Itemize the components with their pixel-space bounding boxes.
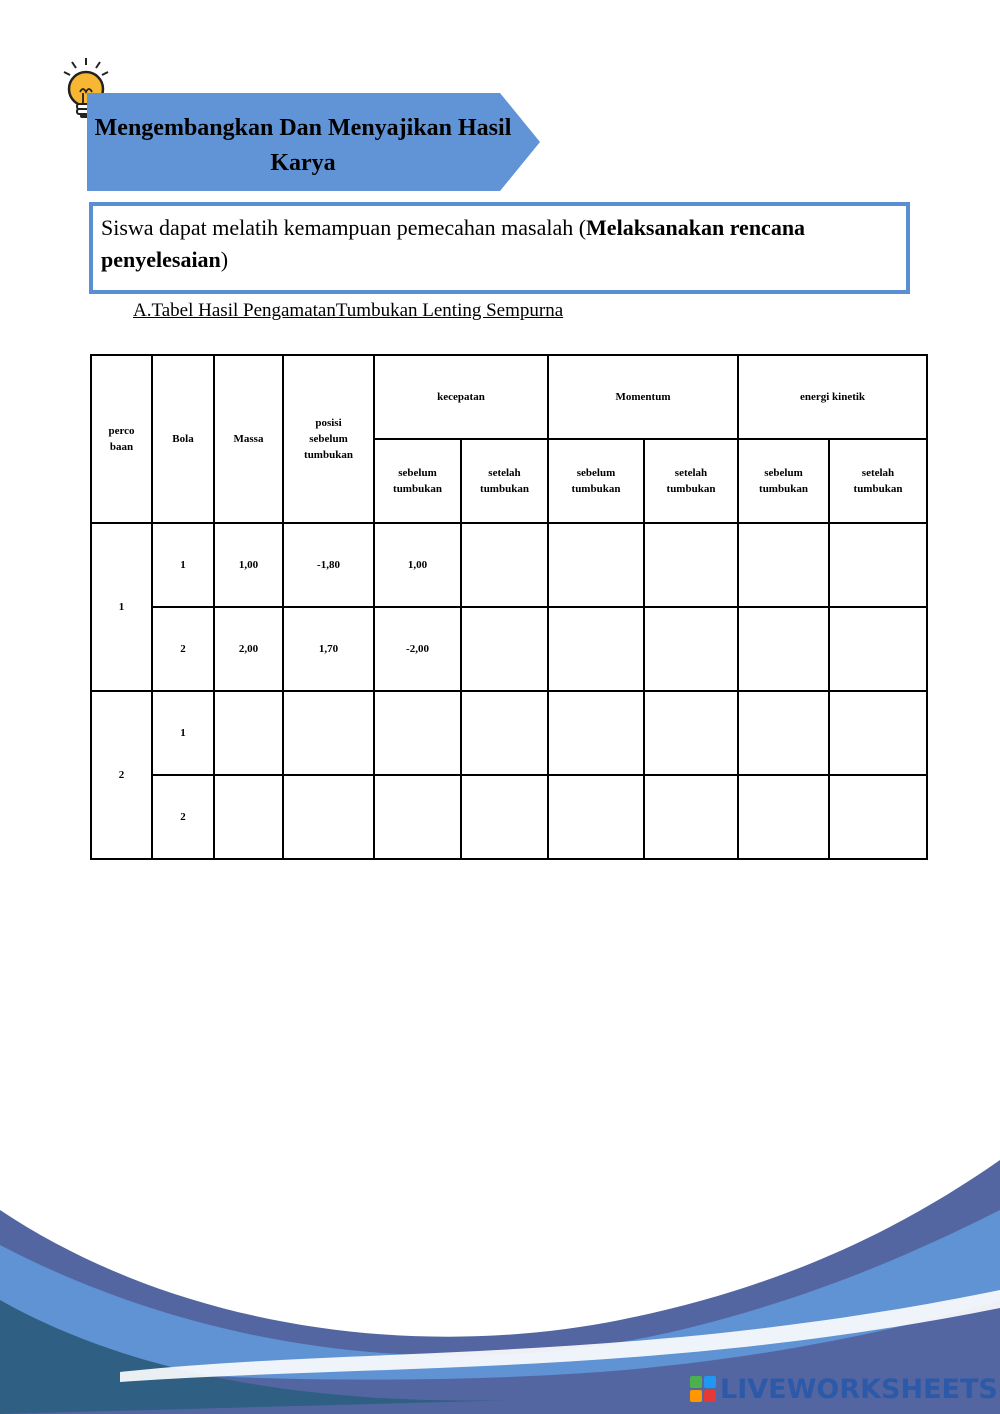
answer-cell-massa[interactable] <box>214 775 283 859</box>
answer-cell-energi-setelah[interactable] <box>829 691 927 775</box>
header-energi-sebelum: sebelum tumbukan <box>738 439 829 523</box>
page-title-line1: Mengembangkan Dan Menyajikan Hasil <box>94 115 512 141</box>
cell-bola: 1 <box>152 691 214 775</box>
cell-bola: 2 <box>152 775 214 859</box>
answer-cell-posisi[interactable] <box>283 775 374 859</box>
header-kecepatan-sebelum: sebelum tumbukan <box>374 439 461 523</box>
goal-text-prefix: Siswa dapat melatih kemampuan pemecahan masalah ( <box>101 215 587 240</box>
header-kecepatan-setelah: setelah tumbukan <box>461 439 548 523</box>
cell-percobaan: 2 <box>91 691 152 859</box>
header-momentum: Momentum <box>548 355 738 439</box>
header-posisi: posisi sebelum tumbukan <box>283 355 374 523</box>
answer-cell-energi-setelah[interactable] <box>829 775 927 859</box>
answer-cell-massa[interactable] <box>214 691 283 775</box>
answer-cell-energi-setelah[interactable] <box>829 607 927 691</box>
header-massa: Massa <box>214 355 283 523</box>
answer-cell-momentum-sebelum[interactable] <box>548 691 644 775</box>
answer-cell-kecepatan-sebelum[interactable] <box>374 691 461 775</box>
cell-massa: 2,00 <box>214 607 283 691</box>
liveworksheets-logo-icon <box>690 1376 716 1402</box>
cell-kecepatan-sebelum: -2,00 <box>374 607 461 691</box>
observation-table <box>90 354 928 860</box>
header-momentum-setelah: setelah tumbukan <box>644 439 738 523</box>
answer-cell-energi-sebelum[interactable] <box>738 691 829 775</box>
answer-cell-kecepatan-setelah[interactable] <box>461 775 548 859</box>
answer-cell-momentum-sebelum[interactable] <box>548 523 644 607</box>
cell-massa: 1,00 <box>214 523 283 607</box>
cell-bola: 1 <box>152 523 214 607</box>
answer-cell-kecepatan-sebelum[interactable] <box>374 775 461 859</box>
answer-cell-kecepatan-setelah[interactable] <box>461 607 548 691</box>
header-bola: Bola <box>152 355 214 523</box>
liveworksheets-logo <box>690 1372 998 1406</box>
answer-cell-momentum-setelah[interactable] <box>644 691 738 775</box>
answer-cell-momentum-sebelum[interactable] <box>548 607 644 691</box>
cell-kecepatan-sebelum: 1,00 <box>374 523 461 607</box>
header-momentum-sebelum: sebelum tumbukan <box>548 439 644 523</box>
title-banner <box>87 93 542 191</box>
section-heading: A.Tabel Hasil PengamatanTumbukan Lenting Sempurna <box>133 300 564 321</box>
answer-cell-momentum-setelah[interactable] <box>644 523 738 607</box>
table-row <box>91 523 927 607</box>
answer-cell-energi-sebelum[interactable] <box>738 607 829 691</box>
header-kecepatan: kecepatan <box>374 355 548 439</box>
answer-cell-energi-setelah[interactable] <box>829 523 927 607</box>
answer-cell-kecepatan-setelah[interactable] <box>461 523 548 607</box>
cell-posisi: -1,80 <box>283 523 374 607</box>
header-energi-setelah: setelah tumbukan <box>829 439 927 523</box>
cell-bola: 2 <box>152 607 214 691</box>
goal-text-suffix: ) <box>220 247 229 272</box>
logo-text: LIVEWORKSHEETS <box>720 1373 998 1405</box>
answer-cell-energi-sebelum[interactable] <box>738 775 829 859</box>
answer-cell-momentum-setelah[interactable] <box>644 775 738 859</box>
table-row <box>91 775 927 859</box>
header-percobaan: perco baan <box>91 355 152 523</box>
answer-cell-posisi[interactable] <box>283 691 374 775</box>
answer-cell-momentum-setelah[interactable] <box>644 607 738 691</box>
cell-percobaan: 1 <box>91 523 152 691</box>
goal-text-bold: Melaksanakan rencana penyelesaian <box>101 215 806 272</box>
learning-goal-box <box>89 202 910 294</box>
cell-posisi: 1,70 <box>283 607 374 691</box>
page-title <box>87 111 519 181</box>
page-title-line2: Karya <box>270 150 336 176</box>
answer-cell-energi-sebelum[interactable] <box>738 523 829 607</box>
answer-cell-momentum-sebelum[interactable] <box>548 775 644 859</box>
header-energi-kinetik: energi kinetik <box>738 355 927 439</box>
answer-cell-kecepatan-setelah[interactable] <box>461 691 548 775</box>
table-row <box>91 607 927 691</box>
table-row <box>91 691 927 775</box>
